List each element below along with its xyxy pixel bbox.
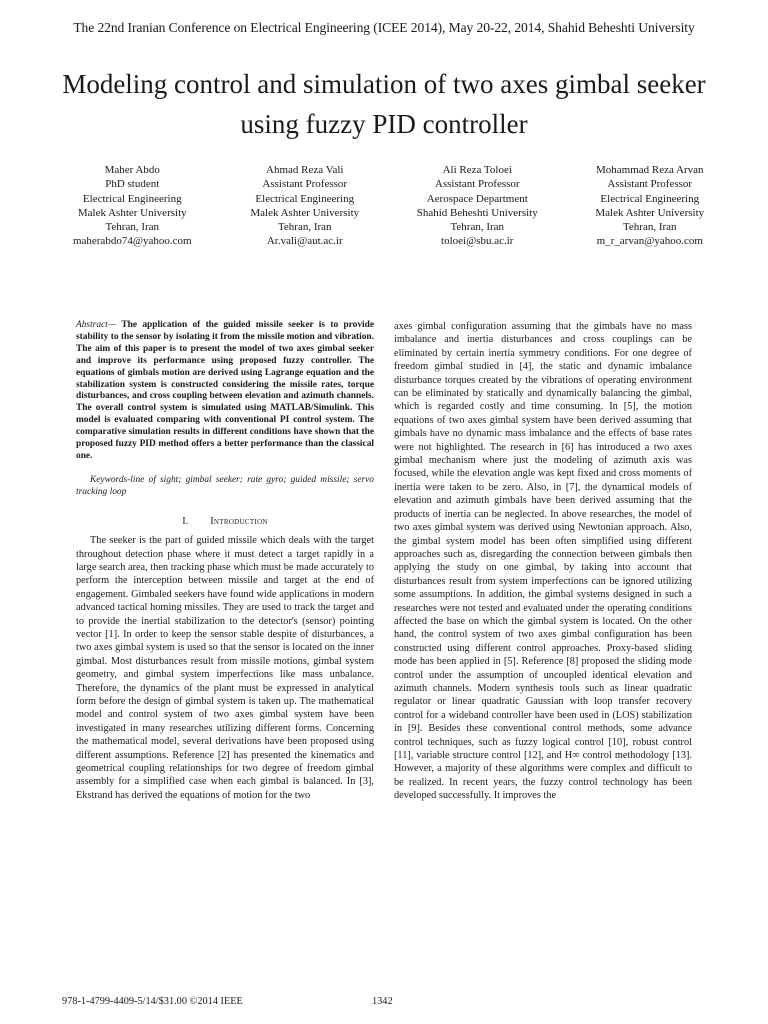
author-4: [564, 163, 737, 249]
author-position: Assistant Professor: [607, 178, 693, 191]
abstract-body: The application of the guided missile seeker is to provide stability to the sensor by isolating it from the missile motion and vibration. The aim of this paper is to present the model of two axes gimbal seeker and improve its performance using proposed fuzzy controller. The equations of gimbals motion are derived using Lagrange equation and the stabilization system is constructed considering the missile rates, torque disturbances, and cross coupling between elevation and azimuth channels. The overall control system is simulated using MATLAB/Simulink. This model is evaluated comparing with conventional PI control system. The comparative simulation results in different conditions have shown that the proposed fuzzy PID method offers a better performance than the classical one.: [76, 320, 375, 461]
author-name: Ali Reza Toloei: [442, 164, 512, 176]
left-column: [76, 320, 374, 880]
author-department: Electrical Engineering: [82, 192, 182, 205]
footer-isbn: 978-1-4799-4409-5/14/$31.00 ©2014 IEEE: [62, 996, 243, 1007]
author-email: m_r_arvan@yahoo.com: [596, 235, 703, 248]
author-email: Ar.vali@aut.ac.ir: [266, 235, 343, 248]
abstract-lead: Abstract—: [76, 320, 117, 330]
section-title: Introduction: [210, 515, 268, 527]
author-name: Maher Abdo: [104, 164, 160, 176]
author-university: Malek Ashter University: [595, 206, 705, 219]
author-location: Tehran, Iran: [450, 221, 505, 234]
paper-title: Modeling control and simulation of two axes gimbal seeker using fuzzy PID controller: [62, 69, 706, 139]
author-department: Electrical Engineering: [255, 192, 355, 205]
author-position: Assistant Professor: [434, 178, 520, 191]
section-number: I.: [182, 515, 189, 527]
author-position: PhD student: [105, 178, 160, 191]
author-location: Tehran, Iran: [277, 221, 332, 234]
author-position: Assistant Professor: [262, 178, 348, 191]
author-location: Tehran, Iran: [622, 221, 677, 234]
section-heading-introduction: [76, 515, 374, 528]
keywords: Keywords-line of sight; gimbal seeker; rate gyro; guided missile; servo tracking loop: [76, 474, 374, 497]
body-columns: [76, 320, 692, 880]
author-department: Electrical Engineering: [600, 192, 700, 205]
author-block: [46, 163, 736, 249]
author-2: [219, 163, 392, 249]
conference-header: The 22nd Iranian Conference on Electrical Engineering (ICEE 2014), May 20-22, 2014, Shahid Beheshti University: [73, 20, 695, 35]
author-university: Malek Ashter University: [77, 206, 187, 219]
introduction-paragraph-left: The seeker is the part of guided missile which deals with the target throughout detection phase where it must detect a target rapidly in a large search area, then tracking phase which must be made accurately to perform the interception between missile and target at the end of engagement. Gimbaled seekers have found wide applications in modern advanced tactical homing missiles. They are used to track the target and to provide the inertial stabilization to the detector's (sensor) pointing vector [1]. In order to keep the sensor stable despite of disturbances, a two axes gimbal system is used so that the sensor is located on the inner gimbal. Most disturbances result from missile motions, gimbal system geometry, and gimbal system imperfections like mass unbalance. Therefore, the dynamics of the plant must be expressed in analytical form before the design of gimbal system is taken up. The mathematical model and control system of two axes gimbal system have been investigated in many researches utilizing different forms. Concerning the mathematical model, several derivations have been proposed using different assumptions. Reference [2] has presented the kinematics and geometrical coupling relationships for two degree of freedom gimbal assembly for a simplified case when each gimbal is balanced. In [3], Ekstrand has derived the equations of motion for the two: [76, 535, 374, 801]
introduction-paragraph-right: axes gimbal configuration assuming that the gimbals have no mass imbalance and inertia disturbances and cross couplings can be eliminated by certain inertia symmetry conditions. For one degree of freedom gimbal studied in [4], the static and dynamic imbalance disturbance torques created by the vibrations of operating environment can be eliminated by statically and dynamically balancing the gimbal, which is regarded costly and time consuming. In [5], the motion equations of two axes gimbal system have been derived assuming that gimbals have no dynamic mass imbalance and the effects of base rates were not highlighted. The research in [6] has introduced a two axes gimbal mechanism where just the modeling of azimuth axis was focused, while the elevation angle was kept fixed and cross moments of inertia were taken to be zero. Also, in [7], the dynamical models of elevation and azimuth gimbals have been derived assuming that the products of inertia can be neglected. In above researches, the model of two axes gimbal system was derived using Newtonian approach. Also, the gimbal system model has been often simplified using different approaches such as, disregarding the connection between gimbals then applying the study on one gimbal, by taking into account that disturbances result from system imperfections can be ignored utilizing some assumptions. In addition, the gimbal systems designed in such a researches were not tested and evaluated under the operating conditions affected the base on which the gimbal system is located. On the other hand, the control system of two axes gimbal configuration has been constructed using different control approaches. Proxy-based sliding mode has been applied in [5]. Reference [8] proposed the sliding mode control under the assumption of uncoupled identical elevation and azimuth channels. Modern synthesis tools such as linear quadratic regulator or linear quadratic Gaussian with loop transfer recovery control for a wideband controller have been used in (LOS) stabilization in [9]. Besides these conventional control methods, some advance control techniques, such as fuzzy logical control [10], robust control [11], variable structure control [12], and H∞ control methodology [13]. However, a majority of these algorithms were complex and difficult to be realized. In recent years, the fuzzy control technology has been developed successfully. It improves the: [394, 321, 692, 802]
author-1: [46, 163, 219, 249]
author-email: maherabdo74@yahoo.com: [72, 235, 192, 248]
author-university: Malek Ashter University: [250, 206, 360, 219]
author-email: toloei@sbu.ac.ir: [441, 235, 514, 248]
abstract: [76, 320, 374, 463]
author-3: [391, 163, 564, 249]
author-name: Ahmad Reza Vali: [266, 164, 344, 176]
author-department: Aerospace Department: [426, 192, 528, 205]
page-number: 1342: [372, 996, 393, 1007]
author-location: Tehran, Iran: [105, 221, 160, 234]
author-university: Shahid Beheshti University: [416, 206, 538, 219]
author-name: Mohammad Reza Arvan: [595, 164, 704, 176]
right-column: [394, 320, 692, 880]
